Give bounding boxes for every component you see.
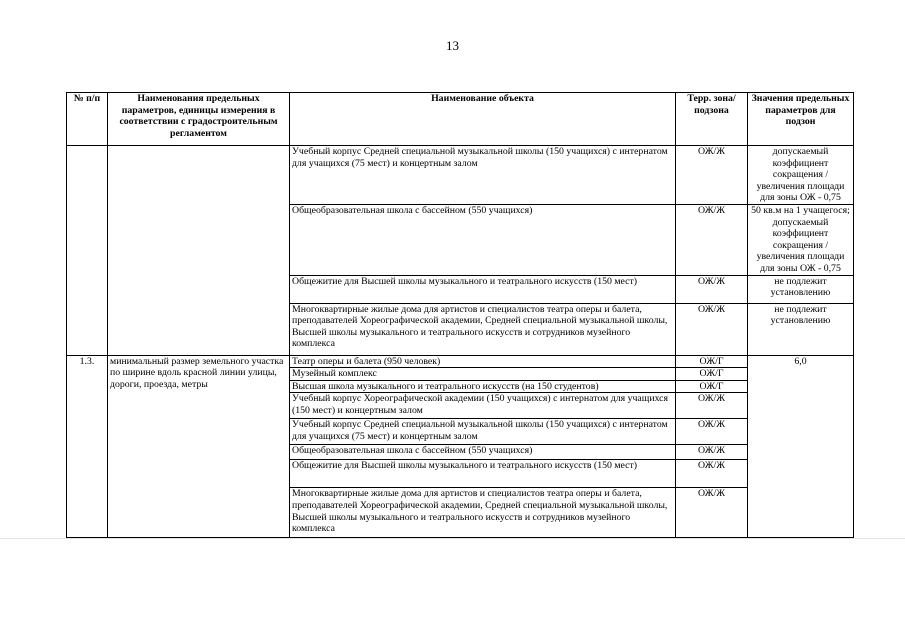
object-cell: Многоквартирные жилые дома для артистов и специалистов театра оперы и балета, преподавателей Хореографической академии, Средней специальной музыкальной школы, Высшей школы музыкального и театрального искусств и сотрудников музейного комплекса (290, 303, 676, 355)
header-num: № п/п (67, 93, 108, 146)
value-cell: допускаемый коэффициент сокращения / увеличения площади для зоны ОЖ - 0,75 (748, 146, 854, 205)
page-bottom-divider (0, 538, 905, 539)
zone-cell: ОЖ/Ж (676, 445, 748, 460)
table-row (67, 355, 854, 368)
zone-cell: ОЖ/Г (676, 380, 748, 393)
object-cell: Учебный корпус Хореографической академии (150 учащихся) с интернатом для учащихся (150 мест) и концертным залом (290, 393, 676, 419)
zone-cell: ОЖ/Ж (676, 303, 748, 355)
zone-cell: ОЖ/Г (676, 355, 748, 368)
zone-cell: ОЖ/Ж (676, 146, 748, 205)
value-cell: 50 кв.м на 1 учащегося; допускаемый коэффициент сокращения / увеличения площади для зоны ОЖ - 0,75 (748, 204, 854, 275)
zone-cell: ОЖ/Г (676, 368, 748, 381)
object-cell: Многоквартирные жилые дома для артистов и специалистов театра оперы и балета, преподавателей Хореографической академии, Средней специальной музыкальной школы, Высшей школы музыкального и театрального искусств и сотрудников музейного комплекса (290, 488, 676, 538)
object-cell: Музейный комплекс (290, 368, 676, 381)
param-name: минимальный размер земельного участка по ширине вдоль красной линии улицы, дороги, проезда, метры (108, 355, 290, 538)
object-cell: Общеобразовательная школа с бассейном (550 учащихся) (290, 204, 676, 275)
zone-cell: ОЖ/Ж (676, 204, 748, 275)
value-cell: не подлежит установлению (748, 303, 854, 355)
header-object: Наименование объекта (290, 93, 676, 146)
zone-cell: ОЖ/Ж (676, 393, 748, 419)
object-cell: Общежитие для Высшей школы музыкального и театрального искусств (150 мест) (290, 275, 676, 303)
parameters-table (66, 92, 854, 538)
header-zone: Терр. зона/подзона (676, 93, 748, 146)
object-cell: Учебный корпус Средней специальной музыкальной школы (150 учащихся) с интернатом для учащихся (75 мест) и концертным залом (290, 419, 676, 445)
param-cell-empty (108, 146, 290, 356)
param-value: 6,0 (748, 355, 854, 538)
num-cell-empty (67, 146, 108, 356)
object-cell: Учебный корпус Средней специальной музыкальной школы (150 учащихся) с интернатом для учащихся (75 мест) и концертным залом (290, 146, 676, 205)
page-number: 13 (446, 38, 459, 53)
header-params: Наименования предельных параметров, единицы измерения в соответствии с градостроительным регламентом (108, 93, 290, 146)
row-number: 1.3. (67, 355, 108, 538)
zone-cell: ОЖ/Ж (676, 460, 748, 488)
object-cell: Общеобразовательная школа с бассейном (550 учащихся) (290, 445, 676, 460)
table-header-row (67, 93, 854, 146)
zone-cell: ОЖ/Ж (676, 275, 748, 303)
zone-cell: ОЖ/Ж (676, 488, 748, 538)
object-cell: Общежитие для Высшей школы музыкального и театрального искусств (150 мест) (290, 460, 676, 488)
value-cell: не подлежит установлению (748, 275, 854, 303)
object-cell: Театр оперы и балета (950 человек) (290, 355, 676, 368)
object-cell: Высшая школа музыкального и театрального искусств (на 150 студентов) (290, 380, 676, 393)
zone-cell: ОЖ/Ж (676, 419, 748, 445)
table-row (67, 146, 854, 205)
header-values: Значения предельных параметров для подзон (748, 93, 854, 146)
